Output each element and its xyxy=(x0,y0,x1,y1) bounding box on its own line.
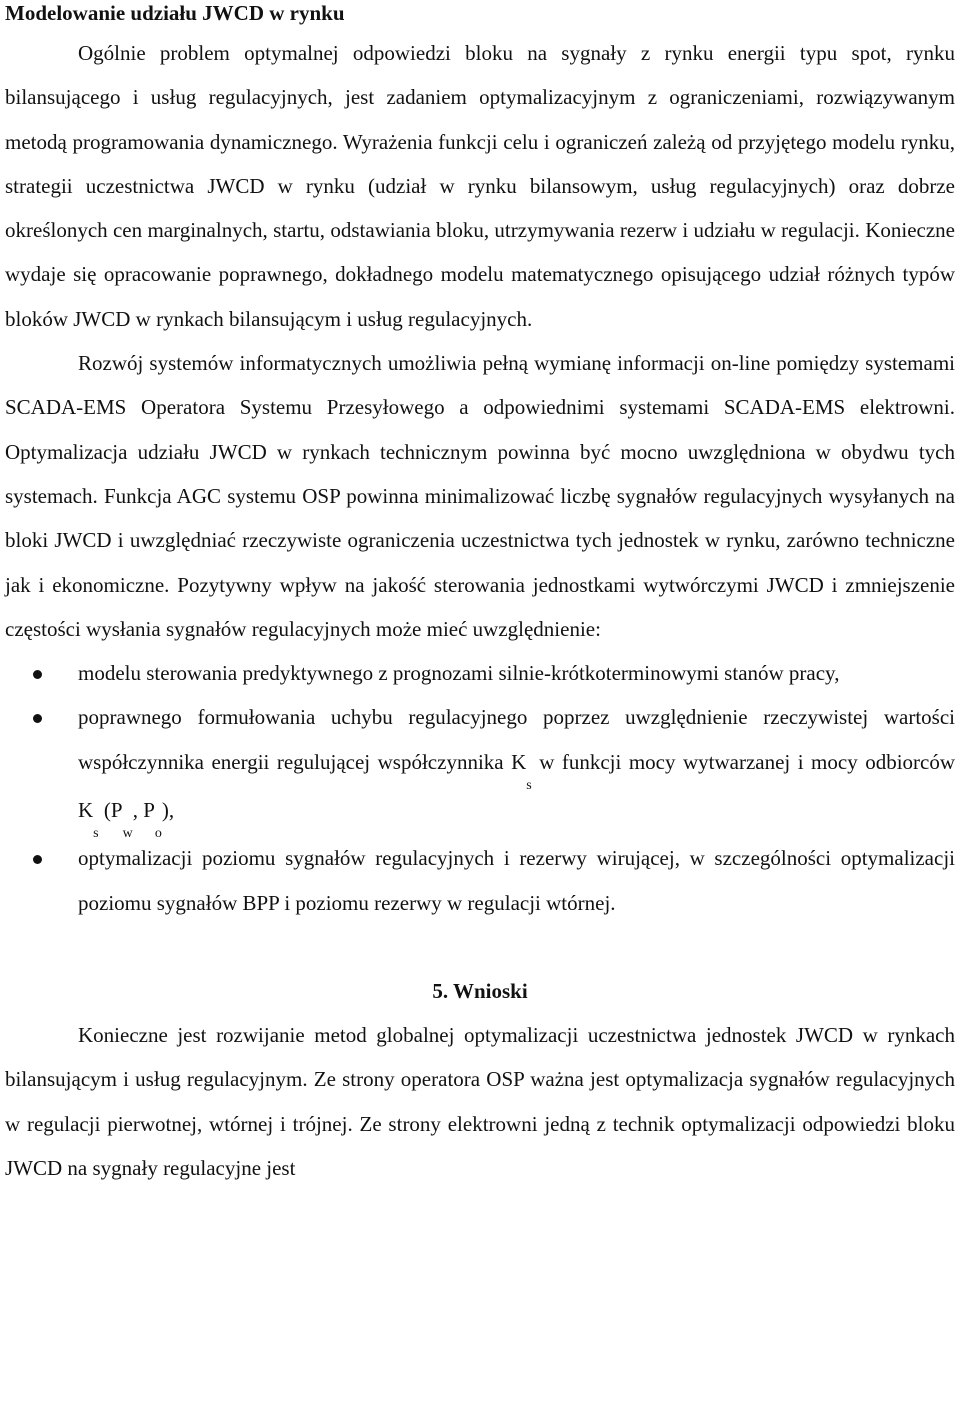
list-item-text: modelu sterowania predyktywnego z prognozami silnie-krótkoterminowymi stanów pracy, xyxy=(78,661,840,686)
list-item-text: ), xyxy=(161,798,175,823)
bullet-icon xyxy=(33,714,42,723)
section-heading: Modelowanie udziału JWCD w rynku xyxy=(5,1,345,25)
subscript-s: s xyxy=(93,826,99,842)
list-item-text: , P xyxy=(132,798,155,823)
subscript-o: o xyxy=(154,826,162,842)
subscript-s: s xyxy=(526,777,532,793)
conclusions-heading: 5. Wnioski xyxy=(432,978,528,1003)
document-page xyxy=(5,0,955,1190)
list-item-text: poprawnego formułowania uchybu regulacyjnego poprzez uwzględnienie rzeczywistej wartości współczynnika energii regulującej współczynnika K xyxy=(78,705,955,774)
conclusions-paragraph: Konieczne jest rozwijanie metod globalnej optymalizacji uczestnictwa jednostek JWCD w rynkach bilansującym i usług regulacyjnym. Ze strony operatora OSP ważna jest optymalizacja sygnałów regulacyjnych w regulacji pierwotnej, wtórnej i trójnej. Ze strony elektrowni jedną z technik optymalizacji odpowiedzi bloku JWCD na sygnały regulacyjne jest xyxy=(5,1022,955,1180)
paragraph-1: Ogólnie problem optymalnej odpowiedzi bloku na sygnały z rynku energii typu spot, rynku bilansującego i usług regulacyjnych, jest zadaniem optymalizacyjnym z ograniczeniami, rozwiązywanym metodą programowania dynamicznego. Wyrażenia funkcji celu i ograniczeń zależą od przyjętego modelu rynku, strategii uczestnictwa JWCD w rynku (udział w rynku bilansowym, usług regulacyjnych) oraz dobrze określonych cen marginalnych, startu, odstawiania bloku, utrzymywania rezerw i udziału w regulacji. Konieczne wydaje się opracowanie poprawnego, dokładnego modelu matematycznego opisującego udział różnych typów bloków JWCD w rynkach bilansującym i usług regulacyjnych. xyxy=(5,41,955,331)
bullet-icon xyxy=(33,855,42,864)
subscript-w: w xyxy=(122,826,133,842)
bullet-list xyxy=(5,651,955,925)
list-item xyxy=(5,695,956,842)
paragraph-2: Rozwój systemów informatycznych umożliwia pełną wymianę informacji on-line pomiędzy systemami SCADA-EMS Operatora Systemu Przesyłowego a odpowiednimi systemami SCADA-EMS elektrowni. Optymalizacja udziału JWCD w rynkach technicznym powinna być mocno uwzględniona w obydwu tych systemach. Funkcja AGC systemu OSP powinna minimalizować liczbę sygnałów regulacyjnych wysyłanych na bloki JWCD i uwzględniać rzeczywiste ograniczenia uczestnictwa tych jednostek w rynku, zarówno techniczne jak i ekonomiczne. Pozytywny wpływ na jakość sterowania jednostkami wytwórczymi JWCD i zmniejszenie częstości wysłania sygnałów regulacyjnych może mieć uwzględnienie: xyxy=(5,351,955,641)
list-item-text: (P xyxy=(98,798,123,823)
list-item-text: optymalizacji poziomu sygnałów regulacyjnych i rezerwy wirującej, w szczególności optymalizacji poziomu sygnałów BPP i poziomu rezerwy w regulacji wtórnej. xyxy=(78,846,955,915)
list-item xyxy=(5,836,955,925)
bullet-icon xyxy=(33,670,42,679)
list-item xyxy=(5,651,955,695)
list-item-text: w funkcji mocy wytwarzanej i mocy odbiorców K xyxy=(78,749,956,823)
